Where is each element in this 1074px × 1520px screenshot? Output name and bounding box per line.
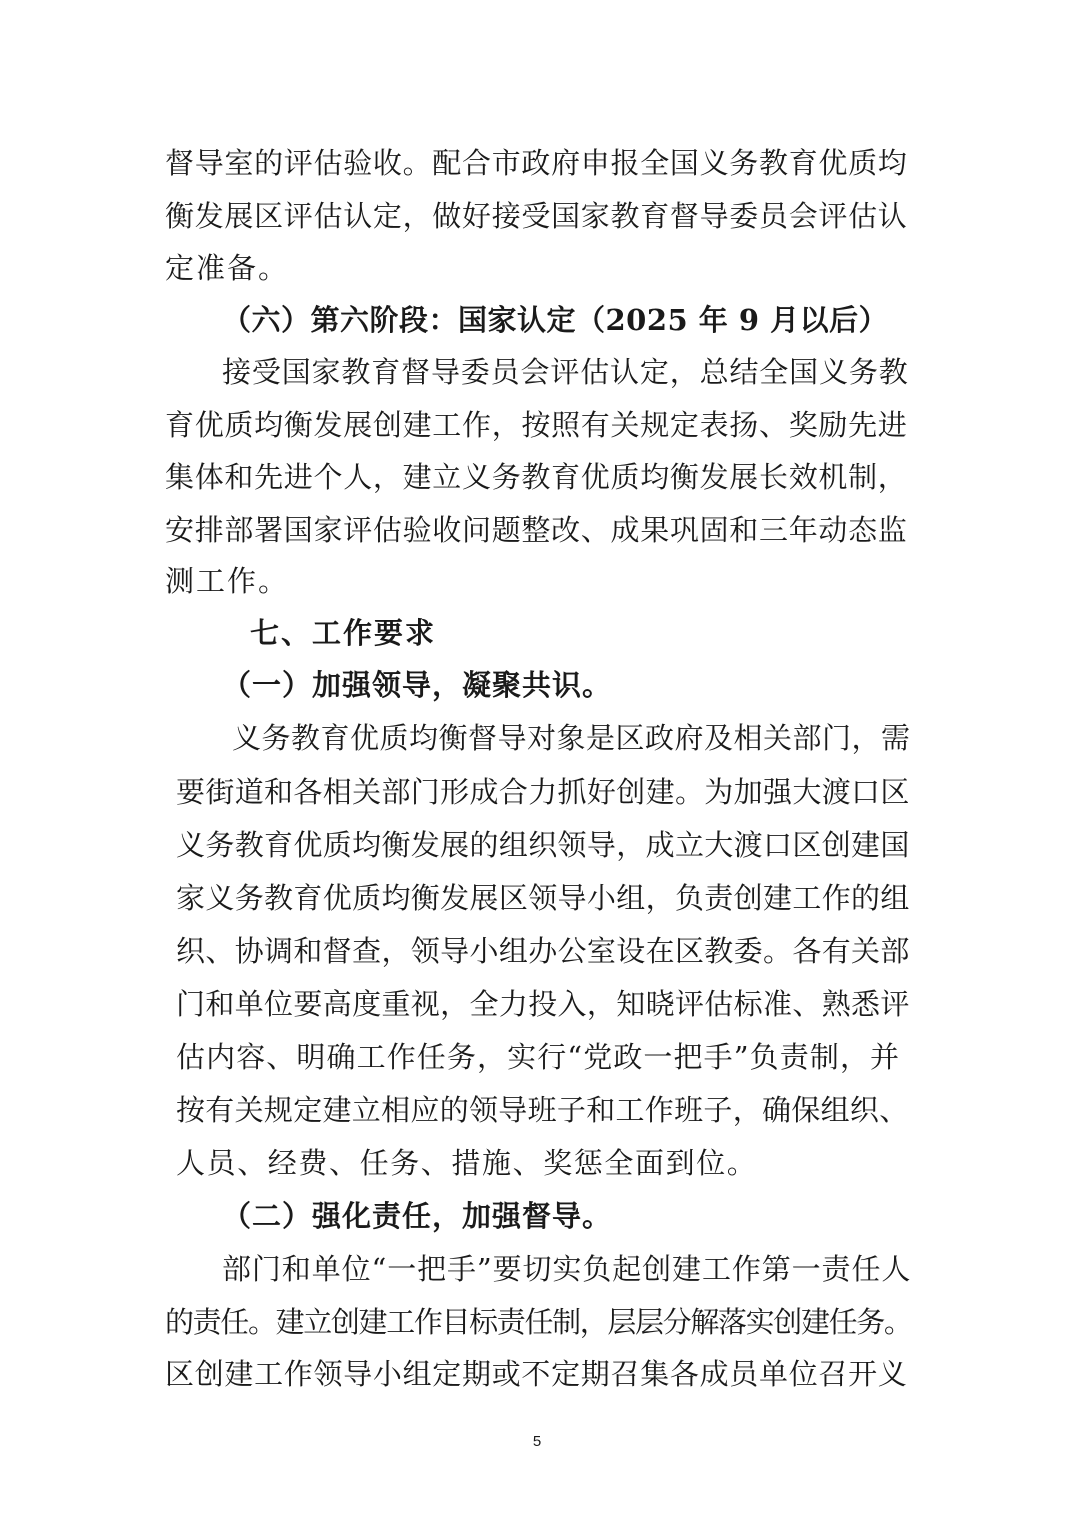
body-text-line: 家义务教育优质均衡发展区领导小组，负责创建工作的组 (176, 881, 910, 915)
subsection-heading-item-one: （一）加强领导，凝聚共识。 (222, 668, 613, 702)
body-text-line: 义务教育优质均衡发展的组织领导，成立大渡口区创建国 (176, 828, 910, 862)
body-text-line: 门和单位要高度重视，全力投入，知晓评估标准、熟悉评 (176, 987, 910, 1021)
body-text-line: 定准备。 (165, 251, 290, 285)
body-text-line: 估内容、明确工作任务，实行“党政一把手”负责制，并 (176, 1040, 901, 1074)
body-text-line: 安排部署国家评估验收问题整改、成果巩固和三年动态监 (165, 513, 908, 547)
body-text-line: 区创建工作领导小组定期或不定期召集各成员单位召开义 (165, 1357, 908, 1391)
body-text-line: 测工作。 (165, 564, 290, 598)
section-heading-work-requirements: 七、工作要求 (250, 616, 437, 650)
body-text-line: 按有关规定建立相应的领导班子和工作班子，确保组织、 (176, 1093, 909, 1127)
body-text-line: 集体和先进个人，建立义务教育优质均衡发展长效机制， (165, 460, 908, 494)
body-text-line: 衡发展区评估认定，做好接受国家教育督导委员会评估认 (165, 199, 908, 233)
body-text-line: 义务教育优质均衡督导对象是区政府及相关部门，需 (232, 721, 911, 755)
body-text-line: 的责任。建立创建工作目标责任制，层层分解落实创建任务。 (165, 1305, 912, 1339)
body-text-line: 育优质均衡发展创建工作，按照有关规定表扬、奖励先进 (165, 408, 908, 442)
subsection-heading-item-two: （二）强化责任，加强督导。 (222, 1199, 613, 1233)
body-text-line: 要街道和各相关部门形成合力抓好创建。为加强大渡口区 (176, 775, 910, 809)
body-text-line: 人员、经费、任务、措施、奖惩全面到位。 (176, 1146, 758, 1180)
page-number: 5 (532, 1433, 542, 1450)
section-heading-stage-six: （六）第六阶段：国家认定（2025 年 9 月以后） (222, 303, 889, 337)
body-text-line: 接受国家教育督导委员会评估认定，总结全国义务教 (222, 355, 909, 389)
body-text-line: 督导室的评估验收。配合市政府申报全国义务教育优质均 (165, 146, 908, 180)
body-text-line: 部门和单位“一把手”要切实负起创建工作第一责任人 (222, 1252, 912, 1286)
body-text-line: 织、协调和督查，领导小组办公室设在区教委。各有关部 (176, 934, 910, 968)
